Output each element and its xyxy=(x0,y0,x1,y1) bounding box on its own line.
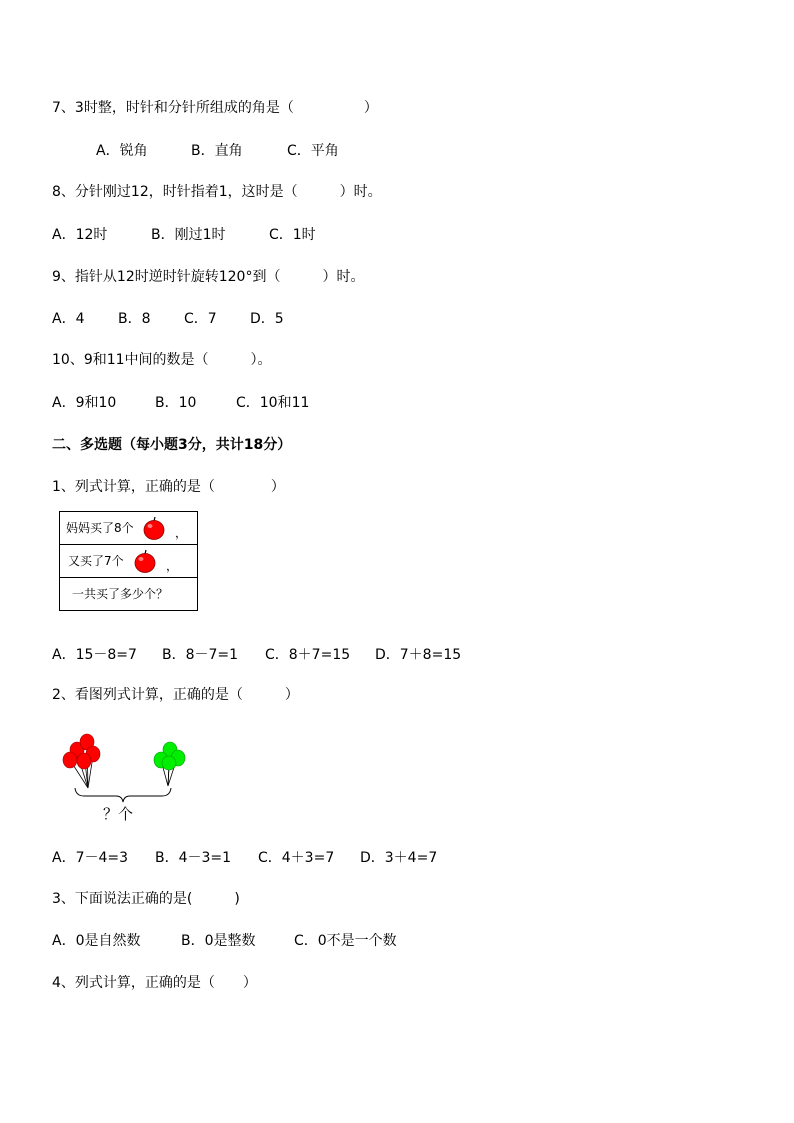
m2-option-b: B．4－3=1 xyxy=(155,850,232,866)
m1-option-c: C．8＋7=15 xyxy=(265,647,351,663)
table-row xyxy=(60,578,197,610)
m1-option-d: D．7＋8=15 xyxy=(375,647,462,663)
m1-option-b: B．8－7=1 xyxy=(162,647,239,663)
m2-option-c: C．4＋3=7 xyxy=(258,850,335,866)
multi-question-1-stem: 1、列式计算，正确的是（ ） xyxy=(52,479,285,495)
multi-question-2-stem: 2、看图列式计算，正确的是（ ） xyxy=(52,687,299,703)
q10-option-a: A．9和10 xyxy=(52,395,117,411)
table-comma: ， xyxy=(166,559,179,573)
word-problem-table xyxy=(59,511,198,611)
q7-option-c: C．平角 xyxy=(287,143,339,159)
q7-option-a: A．锐角 xyxy=(96,143,148,159)
m3-option-a: A．0是自然数 xyxy=(52,933,141,949)
balloons-question-label: ？个 xyxy=(103,805,134,823)
q9-option-a: A．4 xyxy=(52,311,85,327)
apple-icon xyxy=(133,549,157,573)
q10-option-c: C．10和11 xyxy=(236,395,310,411)
table-cell-text: 一共买了多少个？ xyxy=(72,587,169,601)
m1-option-a: A．15－8=7 xyxy=(52,647,137,663)
multi-question-4-stem: 4、列式计算，正确的是（ ） xyxy=(52,975,257,991)
m3-option-b: B．0是整数 xyxy=(181,933,256,949)
m3-option-c: C．0不是一个数 xyxy=(294,933,397,949)
apple-icon xyxy=(142,516,166,540)
table-cell-text: 又买了7个 xyxy=(68,554,124,568)
table-row xyxy=(60,512,197,545)
table-cell-text: 妈妈买了8个 xyxy=(66,521,134,535)
question-7-stem: 7、3时整，时针和分针所组成的角是（ ） xyxy=(52,100,378,116)
q9-option-b: B．8 xyxy=(118,311,151,327)
table-comma: ， xyxy=(175,526,188,540)
m2-option-a: A．7－4=3 xyxy=(52,850,129,866)
section-2-title: 二、多选题（每小题3分，共计18分） xyxy=(52,437,292,453)
question-8-stem: 8、分针刚过12，时针指着1，这时是（ ）时。 xyxy=(52,184,382,200)
m2-option-d: D．3＋4=7 xyxy=(360,850,438,866)
q8-option-c: C．1时 xyxy=(269,227,316,243)
q9-option-d: D．5 xyxy=(250,311,284,327)
q7-option-b: B．直角 xyxy=(191,143,243,159)
question-9-stem: 9、指针从12时逆时针旋转120°到（ ）时。 xyxy=(52,269,365,285)
question-10-stem: 10、9和11中间的数是（ ）。 xyxy=(52,352,272,368)
q9-option-c: C．7 xyxy=(184,311,217,327)
multi-question-3-stem: 3、下面说法正确的是( ) xyxy=(52,891,240,907)
q8-option-b: B．刚过1时 xyxy=(151,227,226,243)
table-row xyxy=(60,545,197,578)
q10-option-b: B．10 xyxy=(155,395,197,411)
q8-option-a: A．12时 xyxy=(52,227,108,243)
